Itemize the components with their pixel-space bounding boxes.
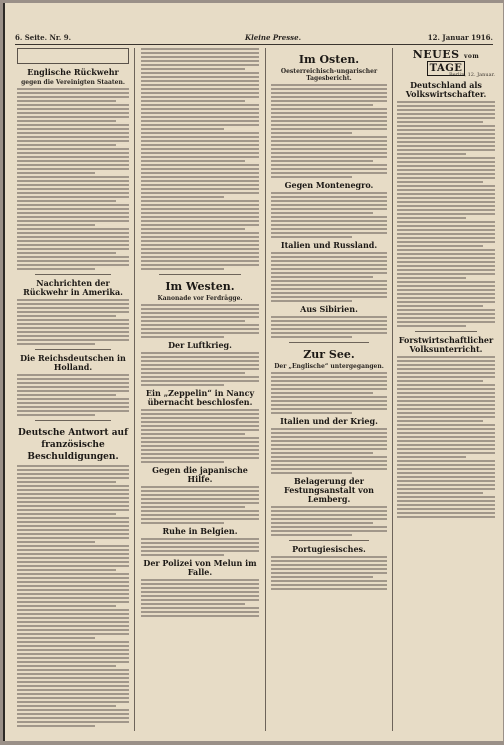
- article-headline: Portugiesisches.: [292, 544, 366, 554]
- column-2: [141, 48, 259, 731]
- article-body: [141, 486, 259, 524]
- article-body: [141, 409, 259, 463]
- article-body: [141, 352, 259, 386]
- article-headline: Italien und Russland.: [280, 240, 378, 250]
- logo-text-right: TAGE: [427, 61, 466, 76]
- article-body: [397, 356, 495, 518]
- column-1: [17, 48, 129, 731]
- article-separator: [35, 274, 111, 275]
- article-headline: Deutsche Antwort auf französische Beschuldigungen.: [18, 428, 128, 462]
- article-separator: [159, 274, 241, 275]
- article-body: [397, 101, 495, 327]
- newspaper-page: [3, 3, 503, 741]
- article-separator: [289, 540, 369, 541]
- paper-name: Kleine Presse.: [245, 33, 302, 42]
- article-body: [271, 316, 387, 338]
- section-headline: Im Osten.: [298, 53, 360, 66]
- page-header: [15, 32, 493, 44]
- article-headline: Der Polizei von Melun im Falle.: [143, 558, 257, 577]
- article-headline: Belagerung der Festungsanstalt von Lemberg.: [284, 476, 374, 504]
- issue-date: 12. Januar 1916.: [427, 33, 493, 42]
- article-body: [271, 192, 387, 238]
- article-body: [141, 304, 259, 338]
- article-separator: [35, 420, 111, 421]
- article-headline: Deutschland als Volkswirtschafter.: [405, 80, 487, 99]
- dateline: Berlin, 12. Januar.: [449, 72, 495, 78]
- section-headline: Im Westen.: [165, 280, 235, 293]
- column-rule: [134, 48, 135, 731]
- article-body: [271, 252, 387, 302]
- section-logo: [397, 48, 495, 74]
- section-headline: Zur See.: [303, 348, 355, 361]
- article-headline: Gegen Montenegro.: [284, 180, 374, 190]
- article-body: [271, 428, 387, 474]
- article-subheadline: Oesterreichisch-ungarischer Tagesbericht.: [280, 68, 378, 82]
- column-3: [271, 48, 387, 731]
- article-body: [271, 556, 387, 590]
- article-headline: Forstwirtschaftlicher Volksunterricht.: [398, 335, 494, 354]
- article-subheadline: gegen die Vereinigten Staaten.: [21, 79, 125, 86]
- article-separator: [289, 342, 369, 343]
- article-body: [17, 465, 129, 727]
- article-body: [141, 579, 259, 617]
- article-separator: [35, 349, 111, 350]
- header-rule: [15, 44, 493, 45]
- article-body: [141, 538, 259, 556]
- article-headline: Ein „Zeppelin“ in Nancy übernacht beschlosfen.: [145, 388, 255, 407]
- article-body: [17, 374, 129, 416]
- column-rule: [392, 48, 393, 731]
- article-headline: Ruhe in Belgien.: [162, 526, 238, 536]
- advertisement-box: [17, 48, 129, 64]
- logo-text-mid: vom: [463, 53, 480, 60]
- page-number: 6. Seite. Nr. 9.: [15, 33, 72, 42]
- article-body: [17, 299, 129, 345]
- article-headline: Gegen die japanische Hilfe.: [152, 465, 248, 484]
- column-4: [397, 48, 495, 731]
- article-headline: Englische Rückwehr: [27, 67, 119, 77]
- article-headline: Der Luftkrieg.: [168, 340, 232, 350]
- article-subheadline: Der „Englische“ untergegangen.: [274, 363, 384, 370]
- article-body: [141, 48, 259, 270]
- article-headline: Aus Sibirien.: [300, 304, 358, 314]
- article-headline: Nachrichten der Rückwehr in Amerika.: [23, 278, 123, 297]
- column-rule: [265, 48, 266, 731]
- article-headline: Italien und der Krieg.: [280, 416, 378, 426]
- article-body: [271, 84, 387, 178]
- article-separator: [415, 331, 477, 332]
- article-body: [271, 372, 387, 414]
- article-subheadline: Kanonade vor Ferdrägge.: [157, 295, 243, 302]
- article-body: [271, 506, 387, 536]
- logo-text-left: NEUES: [412, 48, 460, 61]
- article-body: [17, 88, 129, 270]
- article-headline: Die Reichsdeutschen in Holland.: [20, 353, 126, 372]
